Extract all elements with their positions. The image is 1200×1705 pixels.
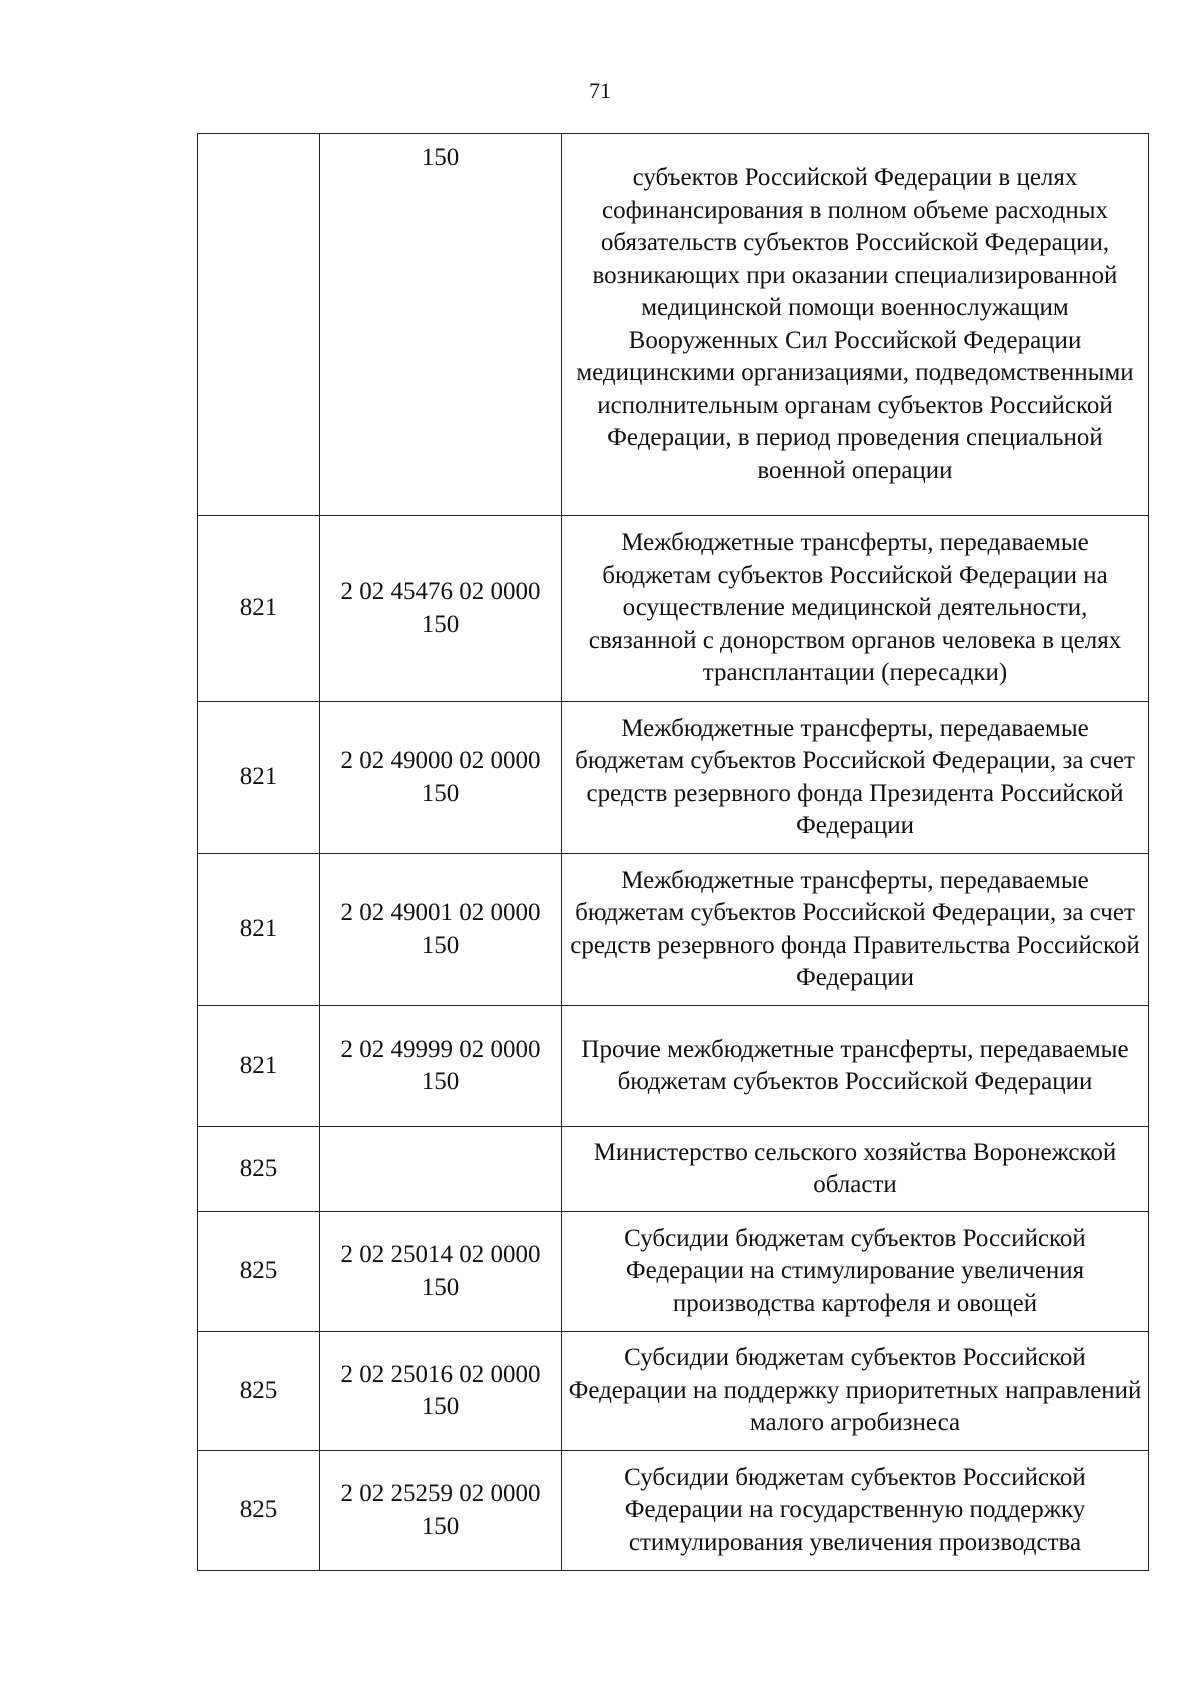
admin-code-cell: 825 xyxy=(198,1451,320,1571)
budget-code-cell xyxy=(320,1127,562,1212)
table-row xyxy=(198,702,1149,854)
table-row xyxy=(198,1332,1149,1451)
page-number: 71 xyxy=(589,78,611,103)
admin-code-cell: 825 xyxy=(198,1212,320,1332)
description-cell: Межбюджетные трансферты, передаваемые бюджетам субъектов Российской Федерации, за счет средств резервного фонда Президента Российской Федерации xyxy=(562,702,1149,854)
table-row xyxy=(198,1451,1149,1571)
budget-code-cell: 2 02 45476 02 0000 150 xyxy=(320,516,562,702)
table-row xyxy=(198,854,1149,1006)
description-cell: Субсидии бюджетам субъектов Российской Федерации на стимулирование увеличения производства картофеля и овощей xyxy=(562,1212,1149,1332)
budget-code-cell: 2 02 25016 02 0000 150 xyxy=(320,1332,562,1451)
description-cell: Межбюджетные трансферты, передаваемые бюджетам субъектов Российской Федерации на осуществление медицинской деятельности, связанной с донорством органов человека в целях трансплантации (пересадки) xyxy=(562,516,1149,702)
budget-code-cell: 2 02 25014 02 0000 150 xyxy=(320,1212,562,1332)
description-cell: субъектов Российской Федерации в целях софинансирования в полном объеме расходных обязательств субъектов Российской Федерации, возникающих при оказании специализированной медицинской помощи военнослужащим Вооруженных Сил Российской Федерации медицинскими организациями, подведомственными исполнительным органам субъектов Российской Федерации, в период проведения специальной военной операции xyxy=(562,134,1149,516)
description-cell: Межбюджетные трансферты, передаваемые бюджетам субъектов Российской Федерации, за счет средств резервного фонда Правительства Российской Федерации xyxy=(562,854,1149,1006)
admin-code-cell: 821 xyxy=(198,854,320,1006)
table-row xyxy=(198,1006,1149,1127)
description-cell: Субсидии бюджетам субъектов Российской Федерации на поддержку приоритетных направлений малого агробизнеса xyxy=(562,1332,1149,1451)
admin-code-cell: 825 xyxy=(198,1332,320,1451)
table-row xyxy=(198,1212,1149,1332)
budget-code-cell: 150 xyxy=(320,134,562,516)
table-body xyxy=(198,134,1149,1571)
table-row xyxy=(198,1127,1149,1212)
description-cell: Прочие межбюджетные трансферты, передаваемые бюджетам субъектов Российской Федерации xyxy=(562,1006,1149,1127)
admin-code-cell: 821 xyxy=(198,702,320,854)
description-cell: Министерство сельского хозяйства Воронежской области xyxy=(562,1127,1149,1212)
admin-code-cell: 821 xyxy=(198,516,320,702)
table-row xyxy=(198,516,1149,702)
description-cell: Субсидии бюджетам субъектов Российской Федерации на государственную поддержку стимулирования увеличения производства xyxy=(562,1451,1149,1571)
budget-code-cell: 2 02 25259 02 0000 150 xyxy=(320,1451,562,1571)
budget-code-table xyxy=(197,133,1149,1571)
admin-code-cell xyxy=(198,134,320,516)
budget-code-cell: 2 02 49000 02 0000 150 xyxy=(320,702,562,854)
budget-code-cell: 2 02 49999 02 0000 150 xyxy=(320,1006,562,1127)
budget-code-cell: 2 02 49001 02 0000 150 xyxy=(320,854,562,1006)
admin-code-cell: 825 xyxy=(198,1127,320,1212)
table-row xyxy=(198,134,1149,516)
admin-code-cell: 821 xyxy=(198,1006,320,1127)
